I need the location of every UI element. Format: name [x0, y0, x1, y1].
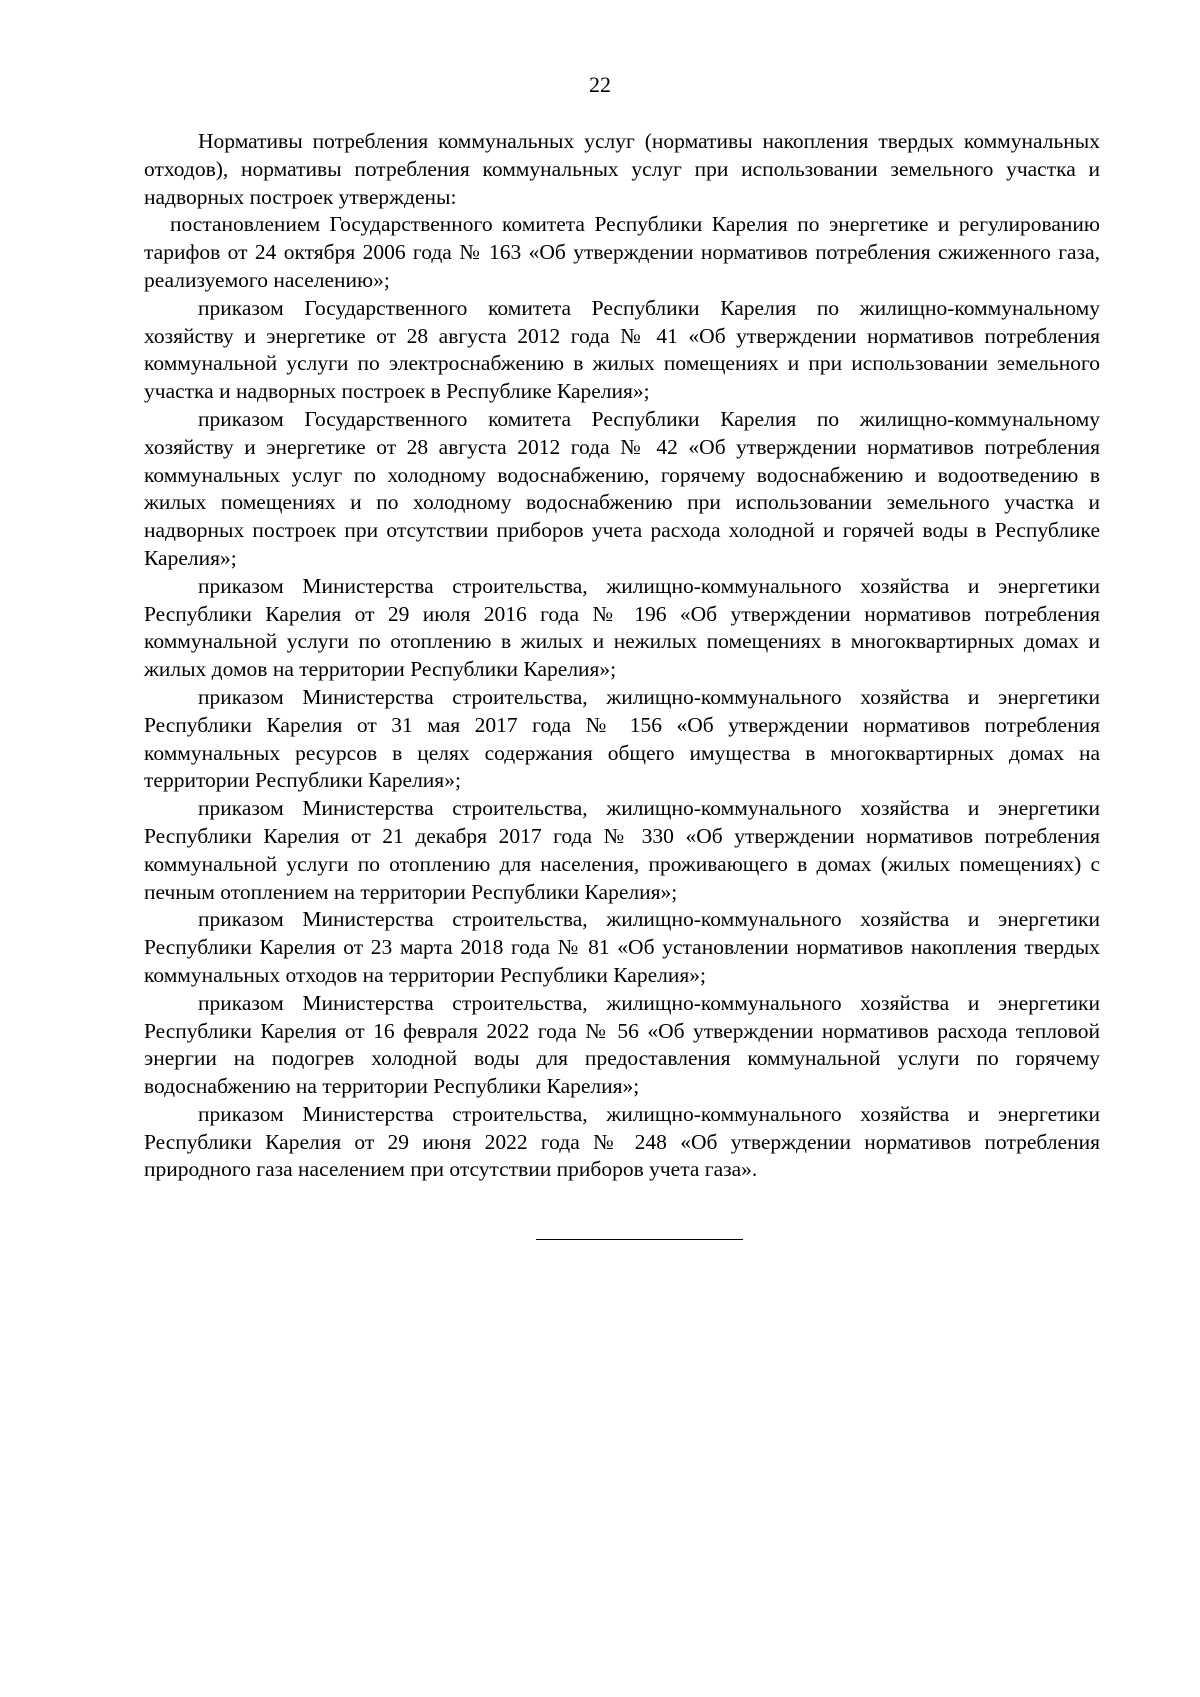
list-item: приказом Министерства строительства, жилищно-коммунального хозяйства и энергетики Республики Карелия от 23 марта 2018 года № 81 «Об установлении нормативов накопления твердых коммунальных отходов на территории Республики Карелия»; — [144, 907, 1100, 987]
list-item: приказом Министерства строительства, жилищно-коммунального хозяйства и энергетики Республики Карелия от 29 июля 2016 года № 196 «Об утверждении нормативов потребления коммунальной услуги по отоплению в жилых и нежилых помещениях в многоквартирных домах и жилых домов на территории Республики Карелия»; — [144, 573, 1100, 682]
end-divider — [536, 1239, 743, 1240]
intro-paragraph: Нормативы потребления коммунальных услуг (нормативы накопления твердых коммунальных отходов), нормативы потребления коммунальных услуг при использовании земельного участка и надворных построек утверждены: — [144, 129, 1100, 209]
list-item: приказом Министерства строительства, жилищно-коммунального хозяйства и энергетики Республики Карелия от 16 февраля 2022 года № 56 «Об утверждении нормативов расхода тепловой энергии на подогрев холодной воды для предоставления коммунальной услуги по горячему водоснабжению на территории Республики Карелия»; — [144, 990, 1100, 1099]
list-item: приказом Государственного комитета Республики Карелия по жилищно-коммунальному хозяйству и энергетике от 28 августа 2012 года № 41 «Об утверждении нормативов потребления коммунальной услуги по электроснабжению в жилых помещениях и при использовании земельного участка и надворных построек в Республике Карелия»; — [144, 295, 1100, 404]
page-number: 22 — [589, 72, 611, 97]
list-item: приказом Министерства строительства, жилищно-коммунального хозяйства и энергетики Республики Карелия от 21 декабря 2017 года № 330 «Об утверждении нормативов потребления коммунальной услуги по отоплению для населения, проживающего в домах (жилых помещениях) с печным отоплением на территории Республики Карелия»; — [144, 796, 1100, 904]
document-body — [144, 128, 1100, 1184]
list-item: постановлением Государственного комитета Республики Карелия по энергетике и регулированию тарифов от 24 октября 2006 года № 163 «Об утверждении нормативов потребления сжиженного газа, реализуемого населению»; — [144, 212, 1100, 292]
list-item: приказом Государственного комитета Республики Карелия по жилищно-коммунальному хозяйству и энергетике от 28 августа 2012 года № 42 «Об утверждении нормативов потребления коммунальных услуг по холодному водоснабжению, горячему водоснабжению и водоотведению в жилых помещениях и по холодному водоснабжению при использовании земельного участка и надворных построек при отсутствии приборов учета расхода холодной и горячей воды в Республике Карелия»; — [144, 406, 1100, 570]
list-item: приказом Министерства строительства, жилищно-коммунального хозяйства и энергетики Республики Карелия от 29 июня 2022 года № 248 «Об утверждении нормативов потребления природного газа населением при отсутствии приборов учета газа». — [144, 1101, 1100, 1182]
list-item: приказом Министерства строительства, жилищно-коммунального хозяйства и энергетики Республики Карелия от 31 мая 2017 года № 156 «Об утверждении нормативов потребления коммунальных ресурсов в целях содержания общего имущества в многоквартирных домах на территории Республики Карелия»; — [144, 684, 1100, 793]
